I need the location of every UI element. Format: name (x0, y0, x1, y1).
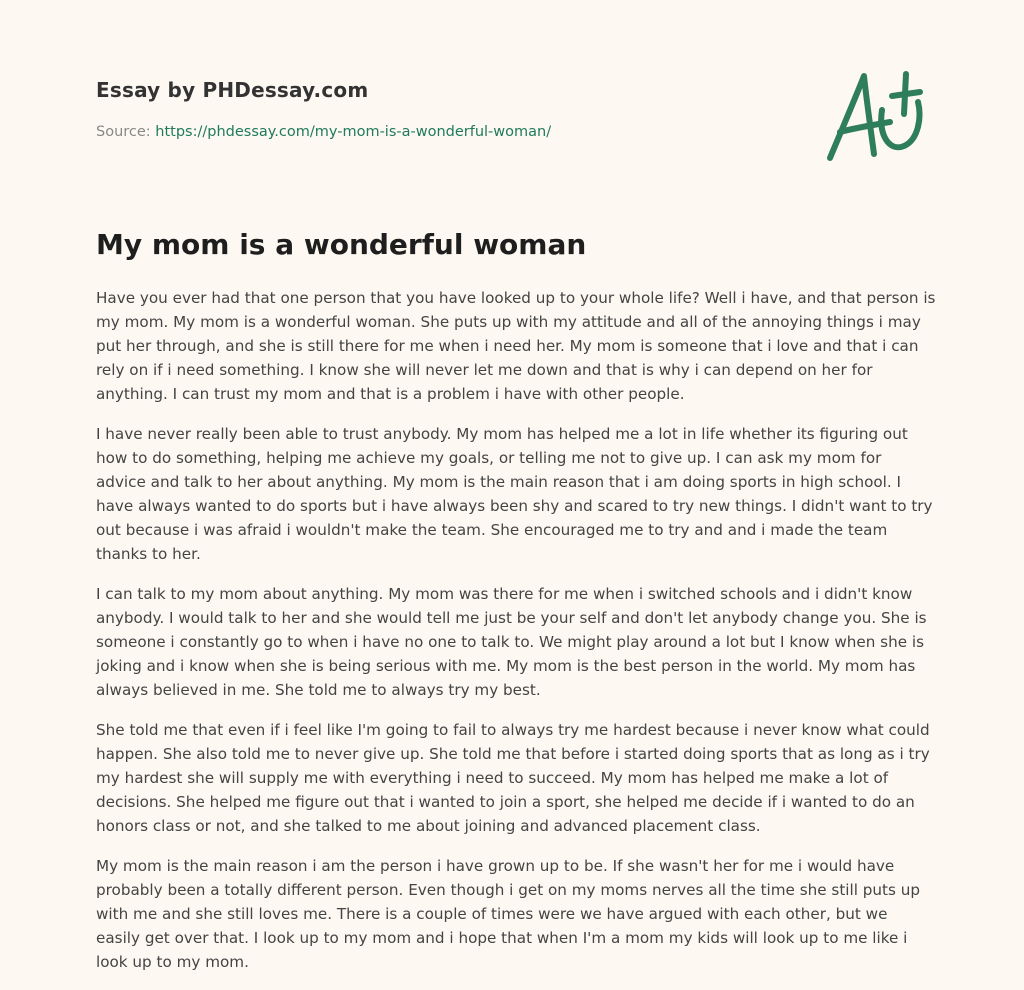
site-title: Essay by PHDessay.com (96, 78, 369, 102)
source-label: Source: (96, 124, 151, 140)
essay-title: My mom is a wonderful woman (96, 228, 587, 261)
source-line (96, 122, 696, 142)
essay-paragraph: My mom is the main reason i am the person i have grown up to be. If she wasn't her for me i would have probably been a totally different person. Even though i get on my moms nerves all the time she still puts up with me and she still loves me. There is a couple of times were we have argued with each other, but we easily get over that. I look up to my mom and i hope that when I'm a mom my kids will look up to me like i look up to my mom. (96, 857, 920, 971)
essay-paragraph: Have you ever had that one person that you have looked up to your whole life? Well i have, and that person is my mom. My mom is a wonderful woman. She puts up with my attitude and all of the annoying things i may put her through, and she is still there for me when i need her. My mom is someone that i love and that i can rely on if i need something. I know she will never let me down and that is why i can depend on her for anything. I can trust my mom and that is a problem i have with other people. (96, 289, 936, 403)
a-plus-grade-icon (820, 66, 930, 166)
essay-paragraph: I can talk to my mom about anything. My mom was there for me when i switched schools and i didn't know anybody. I would talk to her and she would tell me just be your self and don't let anybody change you. She is someone i constantly go to when i have no one to talk to. We might play around a lot but I know when she is joking and i know when she is being serious with me. My mom is the best person in the world. My mom has always believed in me. She told me to always try my best. (96, 585, 927, 699)
essay-paragraph: I have never really been able to trust anybody. My mom has helped me a lot in life whether its figuring out how to do something, helping me achieve my goals, or telling me not to give up. I can ask my mom for advice and talk to her about anything. My mom is the main reason that i am doing sports in high school. I have always wanted to do sports but i have always been shy and scared to try new things. I didn't want to try out because i was afraid i wouldn't make the team. She encouraged me to try and and i made the team thanks to her. (96, 425, 933, 563)
essay-paragraph: She told me that even if i feel like I'm going to fail to always try me hardest because i never know what could happen. She also told me to never give up. She told me that before i started doing sports that as long as i try my hardest she will supply me with everything i need to succeed. My mom has helped me make a lot of decisions. She helped me figure out that i wanted to join a sport, she helped me decide if i wanted to do an honors class or not, and she talked to me about joining and advanced placement class. (96, 721, 930, 835)
source-link[interactable]: https://phdessay.com/my-mom-is-a-wonderful-woman/ (155, 124, 552, 140)
page-header (96, 76, 696, 142)
essay-body (96, 286, 936, 990)
